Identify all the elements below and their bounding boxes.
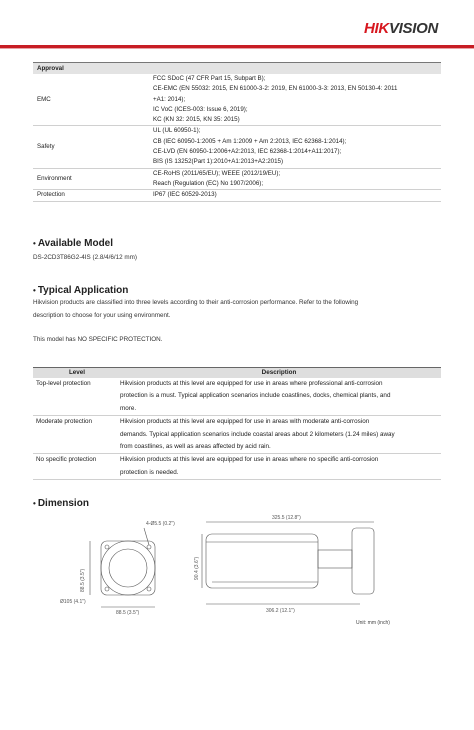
description-line: protection is needed. xyxy=(120,468,179,476)
level-cell: Moderate protection xyxy=(36,418,93,426)
description-line: Hikvision products at this level are equipped for use in areas with moderate anti-corrosion xyxy=(120,418,370,426)
section-title: Typical Application xyxy=(37,285,129,296)
protection-level-table xyxy=(33,367,441,480)
leader-line xyxy=(144,528,149,545)
row-label: Safety xyxy=(37,142,55,150)
row-value: IC VoC (ICES-003: Issue 6, 2019); xyxy=(153,105,248,113)
approval-table xyxy=(33,62,441,202)
dim-label-hole: 4-Ø5.5 (0.2") xyxy=(146,521,175,527)
approval-header: Approval xyxy=(33,62,441,74)
level-cell: No specific protection xyxy=(36,456,97,464)
description-line: protection is a must. Typical application scenarios include coastlines, docks, chemical plants, and xyxy=(120,392,391,400)
row-value: BIS (IS 13252(Part 1):2010+A1:2013+A2:2015) xyxy=(153,158,284,166)
dim-label-total-length: 325.5 (12.8") xyxy=(272,515,301,521)
typical-application-heading xyxy=(33,285,128,296)
row-values xyxy=(153,74,441,125)
logo-secondary: VISION xyxy=(388,20,438,37)
mount-hole xyxy=(147,587,151,591)
description-line: Hikvision products at this level are equipped for use in areas where no specific anti-corrosion xyxy=(120,456,379,464)
mount-hole xyxy=(147,545,151,549)
table-row xyxy=(33,378,441,416)
dimension-drawing xyxy=(60,512,420,622)
dimension-heading xyxy=(33,498,89,509)
description-cell xyxy=(120,378,441,415)
approval-row-emc xyxy=(33,74,441,126)
row-label: Protection xyxy=(37,191,65,199)
bullet-icon: • xyxy=(33,286,36,295)
dim-label-height-left: 88.5 (3.5") xyxy=(80,568,86,592)
logo-primary: HIK xyxy=(364,20,389,37)
dim-label-body-height: 90.4 (3.6") xyxy=(194,556,200,580)
row-values xyxy=(153,190,441,200)
model-number: DS-2CD3T86G2-4IS (2.8/4/6/12 mm) xyxy=(33,254,137,261)
row-value: CE-EMC (EN 55032: 2015, EN 61000-3-2: 2019, EN 61000-3-3: 2013, EN 50130-4: 2011 xyxy=(153,85,398,93)
protection-note: This model has NO SPECIFIC PROTECTION. xyxy=(33,336,163,343)
mount-base-view xyxy=(90,528,155,607)
approval-row-environment xyxy=(33,169,441,191)
description-line: Hikvision products at this level are equipped for use in areas where professional anti-corrosion xyxy=(120,380,383,387)
bullet-icon: • xyxy=(33,239,36,248)
row-value: IP67 (IEC 60529-2013) xyxy=(153,191,217,199)
row-value: CE-RoHS (2011/65/EU); WEEE (2012/19/EU); xyxy=(153,169,281,177)
wall-mount xyxy=(352,528,374,594)
row-value: CB (IEC 60950-1:2005 + Am 1:2009 + Am 2:2013, IEC 62368-1:2014); xyxy=(153,137,347,145)
row-value: CE-LVD (EN 60950-1:2006+A2:2013, IEC 62368-1:2014+A11:2017); xyxy=(153,148,342,156)
bullet-icon: • xyxy=(33,499,36,508)
row-values xyxy=(153,126,441,167)
table-row xyxy=(33,454,441,480)
description-cell xyxy=(120,416,441,453)
level-cell: Top-level protection xyxy=(36,380,91,387)
row-values xyxy=(153,169,441,190)
dim-label-diameter: Ø105 (4.1") xyxy=(60,599,86,605)
row-value: UL (UL 60950-1); xyxy=(153,127,201,135)
section-title: Dimension xyxy=(37,498,89,509)
mount-hole xyxy=(105,587,109,591)
row-label: Environment xyxy=(37,174,72,182)
column-header-description: Description xyxy=(261,369,297,376)
mount-inner-circle xyxy=(109,549,147,587)
description-line: from coastlines, as well as areas affected by acid rain. xyxy=(120,443,271,451)
row-value: FCC SDoC (47 CFR Part 15, Subpart B); xyxy=(153,75,266,82)
dim-label-width-left: 88.5 (3.5") xyxy=(116,610,140,616)
description-cell xyxy=(120,454,441,479)
table-header xyxy=(33,367,441,378)
section-title: Available Model xyxy=(37,238,114,249)
dim-label-body-length: 306.2 (12.1") xyxy=(266,608,295,614)
intro-line: Hikvision products are classified into three levels according to their anti-corrosion performance. Refer to the following xyxy=(33,299,359,306)
header-divider-shadow xyxy=(0,48,474,49)
approval-row-safety xyxy=(33,126,441,168)
row-value: KC (KN 32: 2015, KN 35: 2015) xyxy=(153,116,240,124)
mount-hole xyxy=(105,545,109,549)
approval-row-protection xyxy=(33,190,441,201)
description-line: more. xyxy=(120,404,137,412)
row-value: Reach (Regulation (EC) No 1907/2006); xyxy=(153,179,264,187)
unit-label: Unit: mm (inch) xyxy=(356,620,390,626)
available-model-heading xyxy=(33,238,113,249)
description-line: demands. Typical application scenarios include coastal areas about 2 kilometers (1.24 miles) away xyxy=(120,430,395,438)
intro-line: description to choose for your using environment. xyxy=(33,312,171,319)
hikvision-logo xyxy=(364,20,438,37)
bracket-arm xyxy=(318,550,352,568)
camera-side-view xyxy=(202,522,374,604)
table-row xyxy=(33,416,441,454)
column-header-level: Level xyxy=(68,369,86,376)
row-label: EMC xyxy=(37,95,51,103)
row-value: +A1: 2014); xyxy=(153,95,186,103)
